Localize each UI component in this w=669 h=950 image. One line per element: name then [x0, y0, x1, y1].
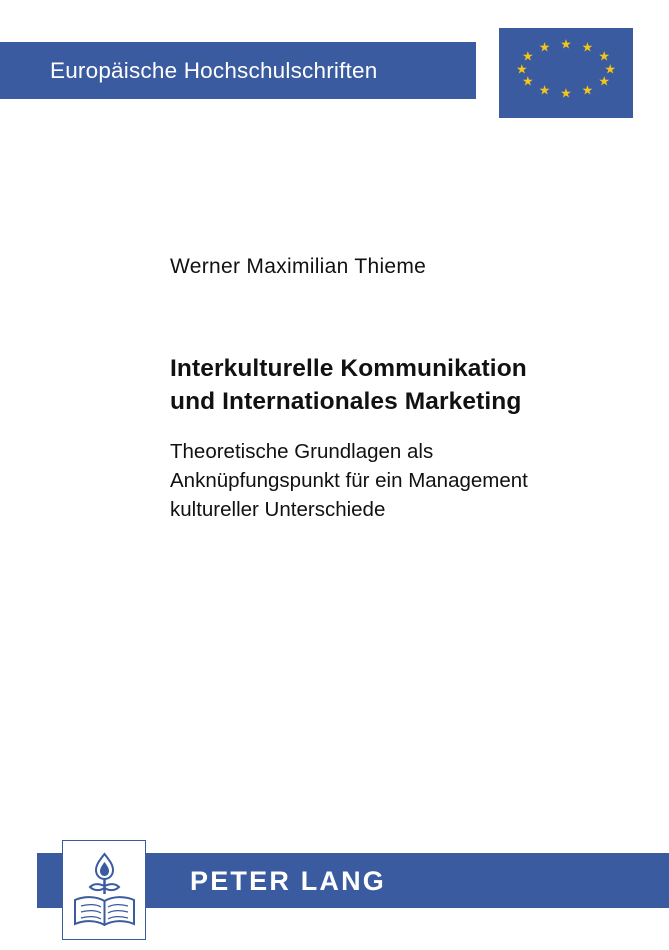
title-line-1: Interkulturelle Kommunikation	[170, 355, 527, 382]
eu-star: ★	[538, 82, 551, 98]
book-title	[170, 352, 610, 418]
eu-star: ★	[598, 73, 611, 89]
eu-star: ★	[560, 36, 572, 52]
subtitle-line-3: kultureller Unterschiede	[170, 498, 386, 521]
title-line-2: und Internationales Marketing	[170, 388, 522, 415]
eu-star: ★	[581, 82, 594, 98]
eu-star: ★	[604, 61, 617, 76]
european-union-flag	[499, 28, 633, 118]
eu-star: ★	[581, 39, 594, 55]
eu-star-circle	[499, 28, 633, 118]
publisher-logo-box	[62, 840, 146, 940]
series-banner	[0, 42, 476, 99]
eu-star: ★	[538, 39, 551, 55]
eu-star: ★	[521, 73, 534, 89]
eu-star: ★	[560, 85, 572, 101]
eu-star: ★	[598, 48, 611, 64]
subtitle-line-1: Theoretische Grundlagen als	[170, 440, 434, 463]
book-subtitle	[170, 437, 620, 524]
eu-star: ★	[515, 61, 528, 76]
series-title: Europäische Hochschulschriften	[50, 57, 378, 83]
peter-lang-open-book-logo	[71, 850, 138, 932]
publisher-name: PETER LANG	[190, 866, 387, 896]
eu-star: ★	[521, 48, 534, 64]
author-name: Werner Maximilian Thieme	[170, 255, 427, 278]
subtitle-line-2: Anknüpfungspunkt für ein Management	[170, 469, 528, 492]
